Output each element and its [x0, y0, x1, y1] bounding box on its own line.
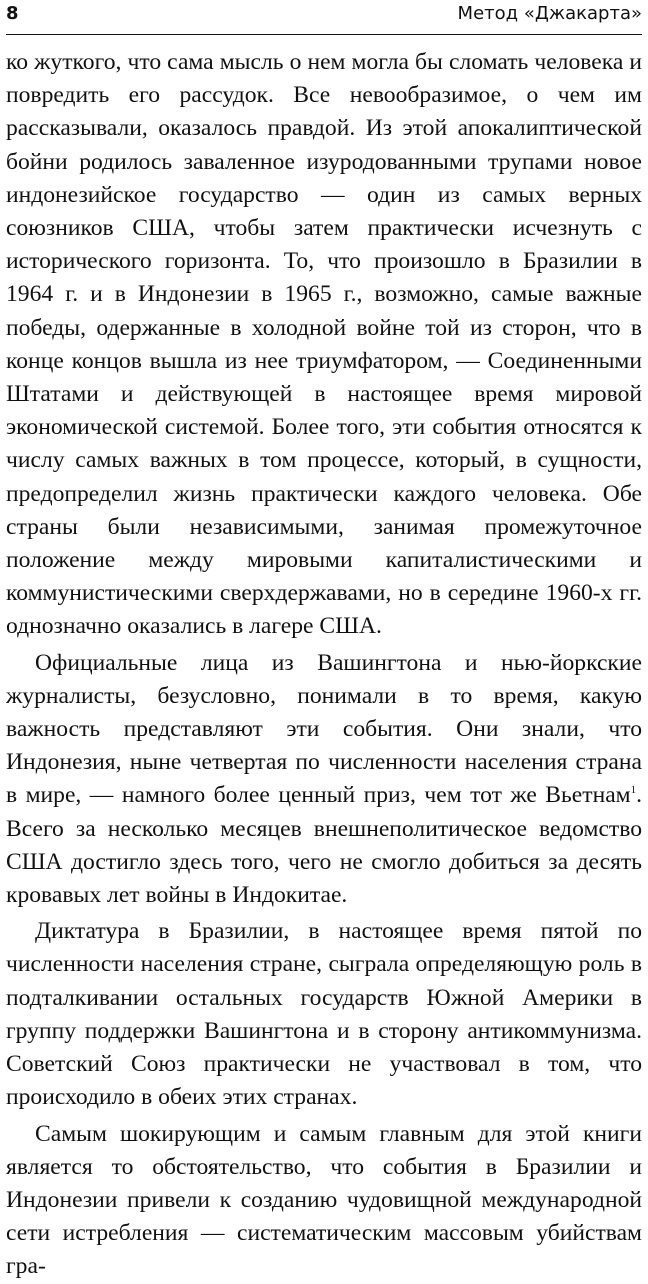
footnote-marker[interactable]: 1	[630, 784, 637, 797]
paragraph-text: . Всего за несколько месяцев внешнеполитическое ведомство США достигло здесь того, чего не смогло добиться за десять кровавых лет войны в Индокитае.	[6, 782, 642, 909]
running-title: Метод «Джакарта»	[457, 3, 642, 24]
paragraph	[6, 647, 642, 913]
page-header	[6, 0, 642, 35]
paragraph: Диктатура в Бразилии, в настоящее время пятой по численности населения стране, сыграла определяющую роль в подталкивании остальных государств Южной Америки в группу поддержки Вашингтона и в сторону антикоммунизма. Советский Союз практически не участвовал в том, что происходило в обеих этих странах.	[6, 918, 642, 1111]
paragraph: Самым шокирующим и самым главным для этой книги является то обстоятельство, что события в Бразилии и Индонезии привели к созданию чудовищной международной сети истребления — систематическим массовым убийствам гра-	[6, 1120, 642, 1280]
paragraph-text: Официальные лица из Вашингтона и нью-йоркские журналисты, безусловно, понимали в то время, какую важность представляют эти события. Они знали, что Индонезия, ныне четвертая по численности населения страна в мире, — намного более ценный приз, чем тот же Вьетнам	[6, 649, 642, 809]
body-text	[6, 46, 642, 1284]
paragraph: ко жуткого, что сама мысль о нем могла бы сломать человека и повредить его рассудок. Все невообразимое, о чем им рассказывали, оказалось правдой. Из этой апокалиптической бойни родилось заваленное изуродованными трупами новое индонезийское государство — один из самых верных союзников США, чтобы затем практически исчезнуть с исторического горизонта. То, что произошло в Бразилии в 1964 г. и в Индонезии в 1965 г., возможно, самые важные победы, одержанные в холодной войне той из сторон, что в конце концов вышла из нее триумфатором, — Соединенными Штатами и действующей в настоящее время мировой экономической системой. Более того, эти события относятся к числу самых важных в том процессе, который, в сущности, предопределил жизнь практически каждого человека. Обе страны были независимыми, занимая промежуточное положение между мировыми капиталистическими и коммунистическими сверхдержавами, но в середине 1960-х гг. однозначно оказались в лагере США.	[6, 49, 642, 640]
page-number: 8	[6, 3, 19, 24]
